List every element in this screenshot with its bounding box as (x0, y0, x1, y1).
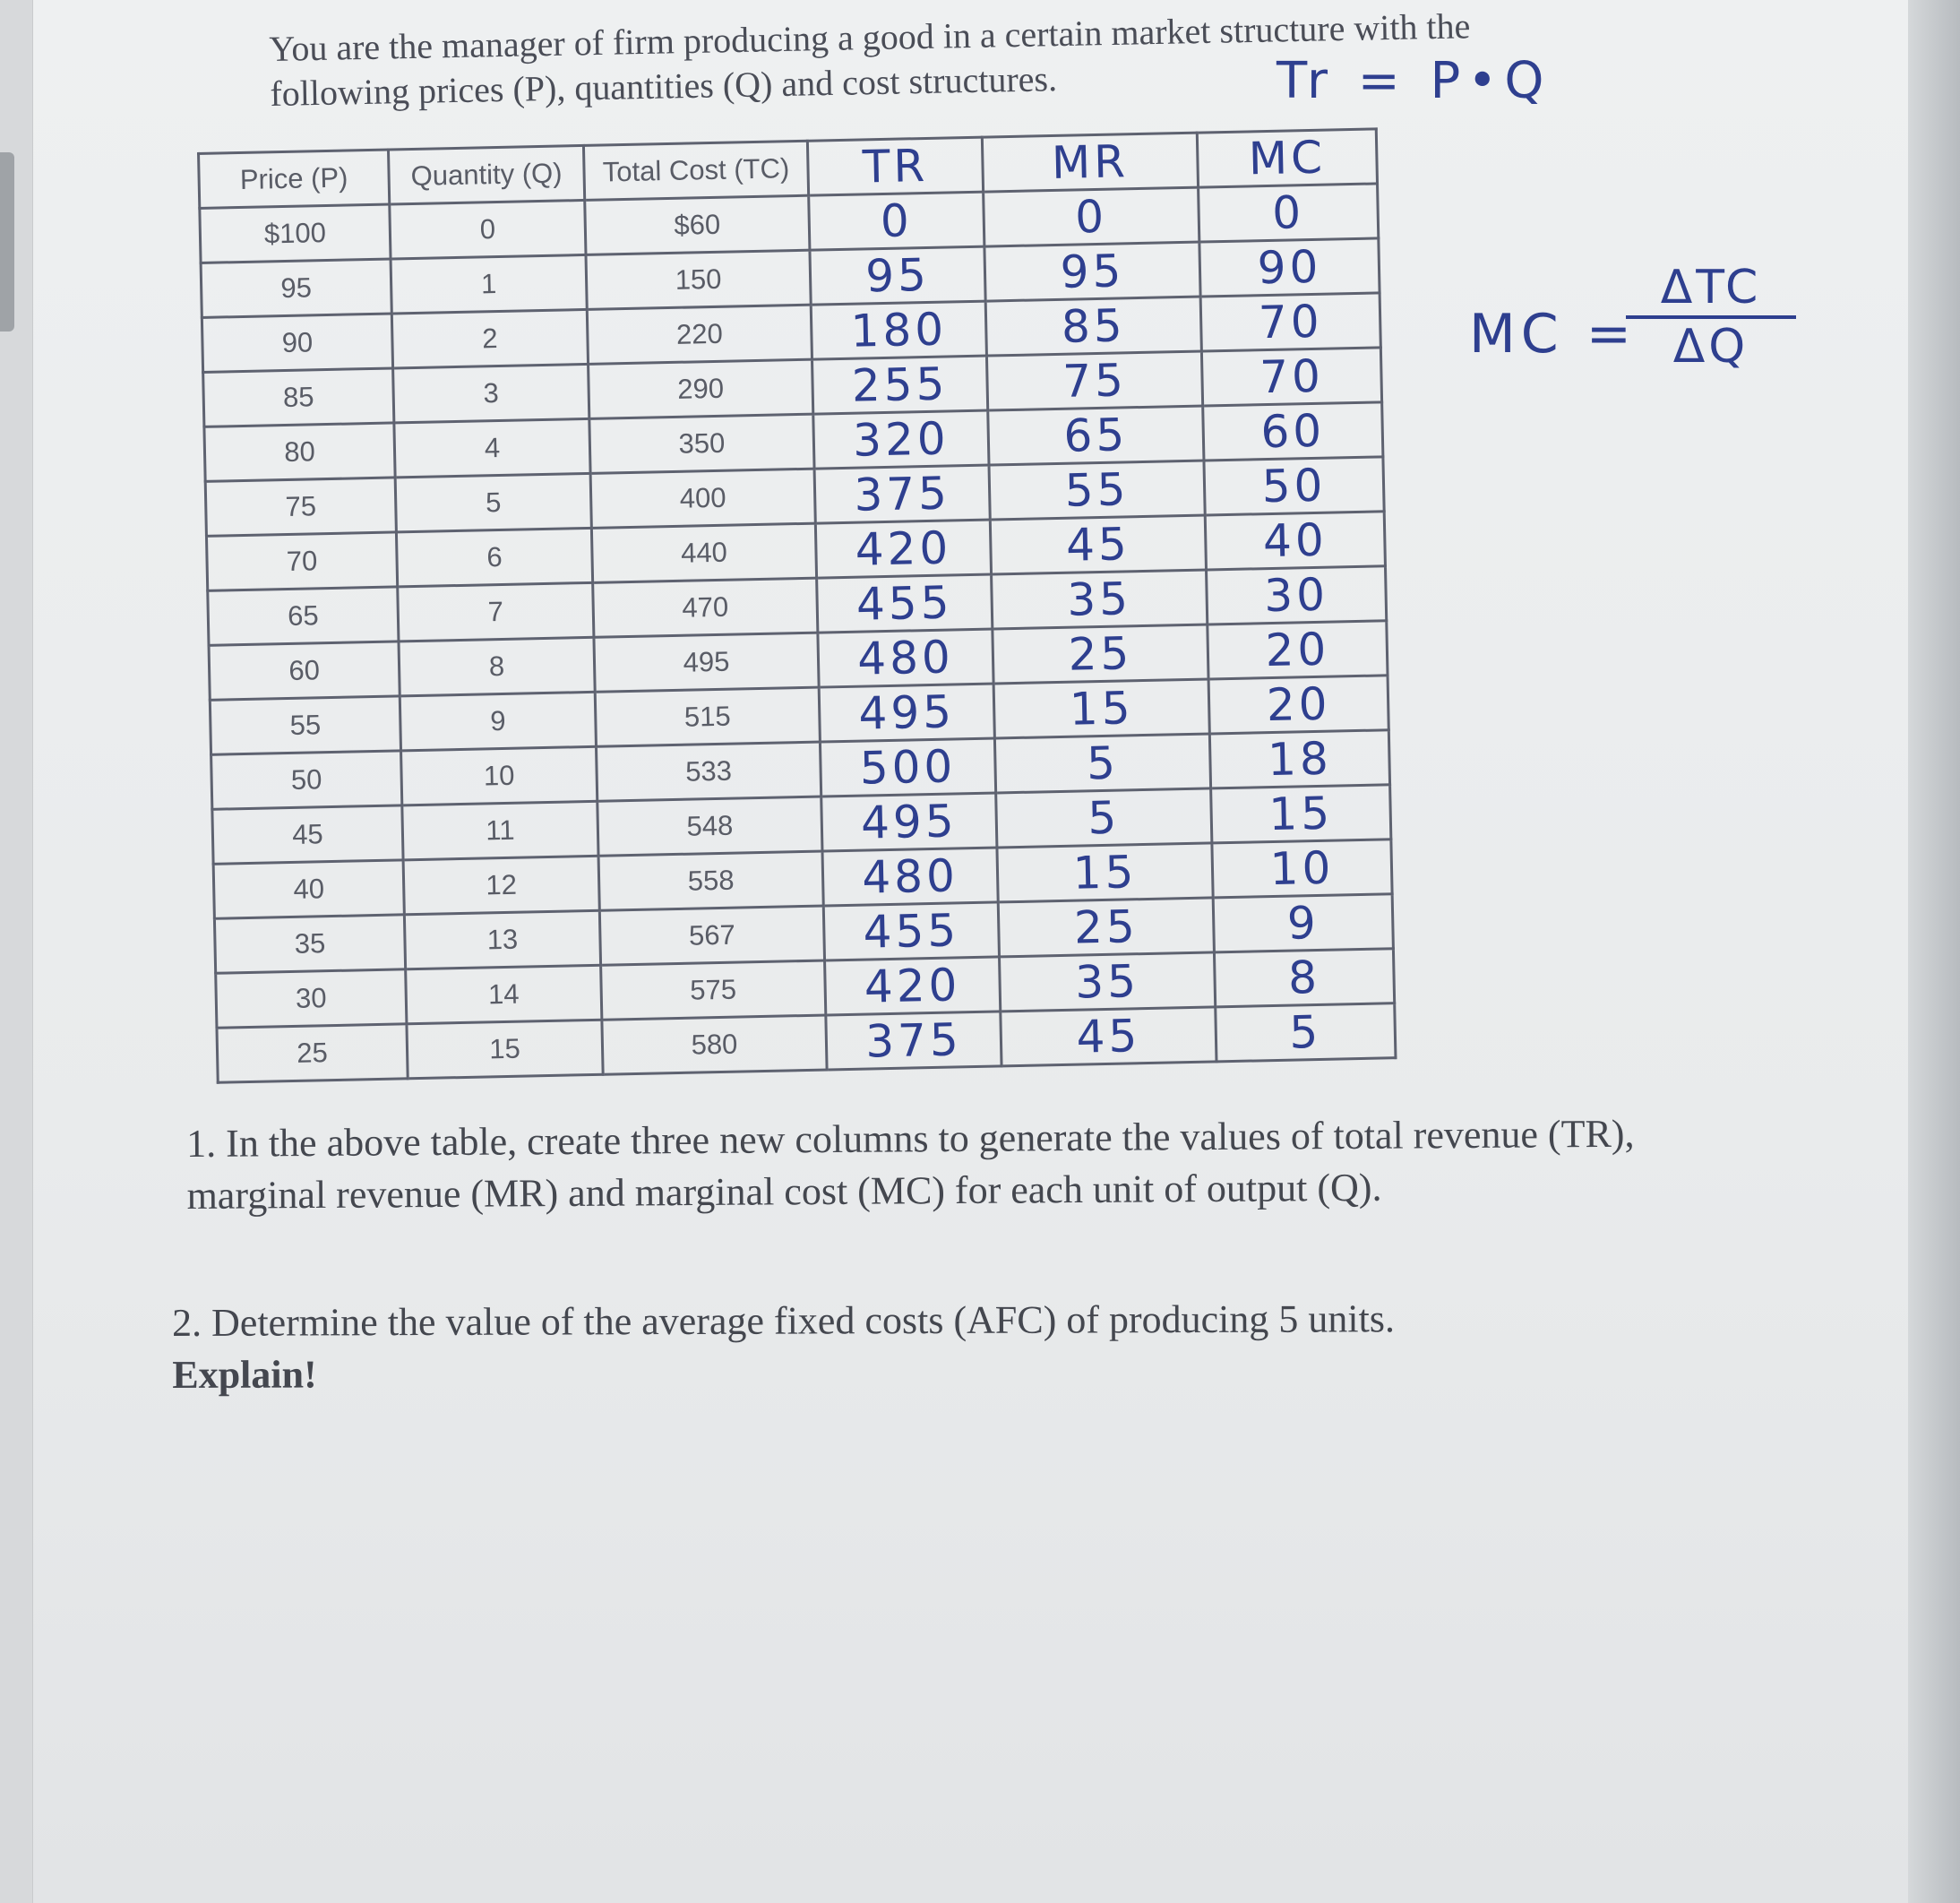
question-2-explain: Explain! (172, 1352, 317, 1397)
price-cell: 35 (214, 915, 405, 973)
tr-cell: 480 (822, 848, 998, 906)
mr-cell: 5 (996, 788, 1212, 848)
tr-cell: 455 (823, 902, 999, 960)
mc-formula-numerator: ΔTC (1626, 260, 1796, 319)
total-cost-cell: 470 (593, 578, 818, 637)
mc-cell: 60 (1203, 402, 1383, 461)
tr-cell: 255 (812, 356, 987, 414)
quantity-cell: 13 (404, 910, 600, 969)
mr-cell: 15 (993, 679, 1209, 738)
mr-cell: 15 (997, 843, 1213, 902)
header-total-cost: Total Cost (TC) (583, 141, 808, 200)
price-cell: $100 (200, 204, 391, 263)
price-cell: 50 (211, 751, 402, 809)
quantity-cell: 15 (407, 1020, 603, 1079)
quantity-cell: 0 (390, 200, 586, 259)
tr-cell: 420 (825, 957, 1001, 1015)
total-cost-cell: 558 (598, 851, 823, 910)
mc-cell: 30 (1207, 566, 1387, 624)
quantity-cell: 1 (391, 254, 587, 314)
total-cost-cell: 440 (591, 523, 816, 582)
mc-cell: 50 (1204, 457, 1384, 515)
mc-cell: 9 (1213, 894, 1393, 952)
tr-cell: 480 (818, 629, 993, 687)
price-cell: 60 (209, 642, 400, 700)
tr-cell: 320 (813, 410, 989, 469)
mc-cell: 20 (1208, 676, 1388, 734)
quantity-cell: 2 (391, 309, 588, 368)
quantity-cell: 4 (394, 418, 590, 478)
left-gutter (0, 0, 33, 1903)
header-mc-handwritten: MC (1197, 129, 1377, 187)
tr-cell: 495 (821, 793, 997, 851)
price-cell: 40 (213, 860, 404, 918)
total-cost-cell: 350 (589, 414, 814, 473)
quantity-cell: 8 (399, 637, 595, 696)
quantity-cell: 14 (406, 965, 602, 1024)
tr-cell: 455 (817, 574, 993, 633)
price-cell: 70 (206, 532, 397, 590)
question-1: 1. In the above table, create three new columns to generate the values of total revenue (TR), marginal revenue (MR) and marginal cost (MC) for each unit of output (Q). (186, 1111, 1635, 1218)
cost-table-container (197, 127, 1397, 1083)
right-edge (1908, 0, 1960, 1903)
mr-cell: 0 (984, 187, 1199, 246)
mc-cell: 5 (1216, 1003, 1396, 1062)
mr-cell: 85 (985, 297, 1201, 356)
mr-cell: 65 (988, 406, 1204, 465)
quantity-cell: 5 (395, 473, 591, 532)
quantity-cell: 12 (403, 856, 599, 915)
price-cell: 45 (212, 805, 403, 864)
intro-line-2: following prices (P), quantities (Q) and cost structures. (269, 58, 1058, 114)
table-body (200, 184, 1396, 1082)
tr-cell: 180 (811, 301, 986, 359)
intro-line-1: You are the manager of firm producing a good in a certain market structure with the (269, 5, 1471, 69)
total-cost-cell: 567 (599, 906, 824, 965)
mr-cell: 35 (992, 570, 1208, 629)
tr-cell: 420 (815, 520, 991, 578)
quantity-cell: 7 (398, 582, 594, 642)
tr-cell: 375 (814, 465, 990, 523)
price-cell: 85 (203, 368, 394, 426)
price-cell: 80 (204, 423, 395, 481)
mr-cell: 35 (1000, 952, 1216, 1012)
total-cost-cell: 580 (602, 1015, 827, 1074)
mc-cell: 15 (1211, 785, 1391, 843)
tr-cell: 0 (809, 192, 984, 250)
price-cell: 30 (216, 969, 407, 1028)
tr-cell: 95 (810, 246, 985, 305)
total-cost-cell: $60 (585, 195, 810, 254)
gutter-tab (0, 152, 14, 332)
mc-cell: 70 (1200, 293, 1380, 351)
price-cell: 90 (202, 314, 392, 372)
tr-formula-handwritten: Tr = P•Q (1277, 52, 1552, 110)
mc-cell: 10 (1212, 840, 1392, 898)
price-cell: 65 (208, 587, 399, 645)
mr-cell: 75 (986, 351, 1202, 410)
header-tr-handwritten: TR (807, 137, 983, 195)
header-price: Price (P) (199, 150, 390, 208)
mc-formula-denominator: ΔQ (1672, 320, 1749, 374)
total-cost-cell: 400 (590, 469, 815, 528)
mr-cell: 55 (989, 461, 1205, 520)
mr-cell: 45 (1001, 1007, 1216, 1066)
total-cost-cell: 575 (601, 960, 826, 1020)
quantity-cell: 10 (401, 746, 597, 805)
header-quantity: Quantity (Q) (388, 145, 584, 204)
total-cost-cell: 533 (596, 742, 821, 801)
mr-cell: 95 (984, 242, 1200, 301)
cost-table (197, 127, 1397, 1083)
mr-cell: 45 (990, 515, 1206, 574)
mc-cell: 90 (1199, 238, 1380, 297)
total-cost-cell: 150 (586, 250, 811, 309)
mc-cell: 70 (1201, 348, 1381, 406)
price-cell: 25 (217, 1024, 408, 1082)
question-2 (172, 1292, 1758, 1401)
header-mr-handwritten: MR (982, 133, 1198, 192)
tr-cell: 375 (826, 1012, 1001, 1070)
mr-cell: 25 (993, 624, 1208, 684)
price-cell: 95 (201, 259, 391, 317)
total-cost-cell: 548 (597, 797, 822, 856)
mc-formula-fraction (1626, 260, 1796, 375)
question-2-text: 2. Determine the value of the average fixed costs (AFC) of producing 5 units. (172, 1296, 1396, 1345)
mr-cell: 5 (994, 734, 1210, 793)
total-cost-cell: 220 (587, 305, 812, 364)
mc-formula-label: MC = (1469, 303, 1638, 366)
total-cost-cell: 515 (595, 687, 820, 746)
mc-cell: 8 (1214, 949, 1394, 1007)
total-cost-cell: 495 (594, 633, 819, 692)
tr-cell: 495 (819, 684, 994, 742)
mc-cell: 18 (1209, 730, 1389, 788)
quantity-cell: 6 (396, 528, 592, 587)
price-cell: 55 (210, 696, 400, 754)
mc-cell: 0 (1199, 184, 1379, 242)
price-cell: 75 (205, 478, 396, 536)
quantity-cell: 3 (393, 364, 589, 423)
mc-cell: 40 (1205, 512, 1385, 570)
mc-cell: 20 (1208, 621, 1388, 679)
tr-cell: 500 (820, 738, 995, 797)
quantity-cell: 9 (400, 692, 596, 751)
total-cost-cell: 290 (589, 359, 813, 418)
quantity-cell: 11 (402, 801, 598, 860)
mr-cell: 25 (998, 898, 1214, 957)
